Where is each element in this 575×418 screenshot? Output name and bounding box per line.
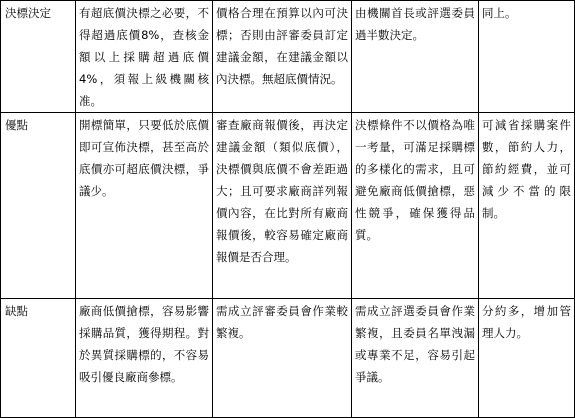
table-cell: 審查廠商報價後，再決定建議金額（類似底價），決標價與底價不會差距過大；且可要求廠商詳列報價內容，在比對所有廠商報價後，較容易確定廠商報價是否合理。 — [213, 113, 352, 299]
table-cell: 分約多，增加管理人力。 — [479, 299, 575, 418]
row-label-advantages: 優點 — [1, 113, 76, 299]
table-cell: 有超底價決標之必要，不得超過底價8%，查核金額以上採購超過底價4%，須報上級機關核准。 — [76, 1, 213, 113]
table-row-award-decision — [1, 1, 575, 113]
table-cell: 決標條件不以價格為唯一考量，可滿足採購標的多樣化的需求，且可避免廠商低價搶標，惡性競爭，確保獲得品質。 — [352, 113, 479, 299]
table-cell: 需成立評審委員會作業較繁複。 — [213, 299, 352, 418]
table-cell: 可減省採購案件數，節約人力，節約經費，並可減少不當的限制。 — [479, 113, 575, 299]
table-cell: 開標簡單，只要低於底價即可宣佈決標，甚至高於底價亦可超底價決標，爭議少。 — [76, 113, 213, 299]
row-label-award-decision: 決標決定 — [1, 1, 76, 113]
table-cell: 需成立評選委員會作業繁複，且委員名單洩漏或專業不足，容易引起爭議。 — [352, 299, 479, 418]
table-cell: 廠商低價搶標，容易影響採購品質，獲得期程。對於異質採購標的，不容易吸引優良廠商參標。 — [76, 299, 213, 418]
table-row-advantages — [1, 113, 575, 299]
table-cell: 價格合理在預算以內可決標；否則由評審委員訂定建議金額，在建議金額以內決標。無超底價情況。 — [213, 1, 352, 113]
table-cell: 由機關首長或評選委員過半數決定。 — [352, 1, 479, 113]
row-label-disadvantages: 缺點 — [1, 299, 76, 418]
table-cell: 同上。 — [479, 1, 575, 113]
table-row-disadvantages — [1, 299, 575, 418]
